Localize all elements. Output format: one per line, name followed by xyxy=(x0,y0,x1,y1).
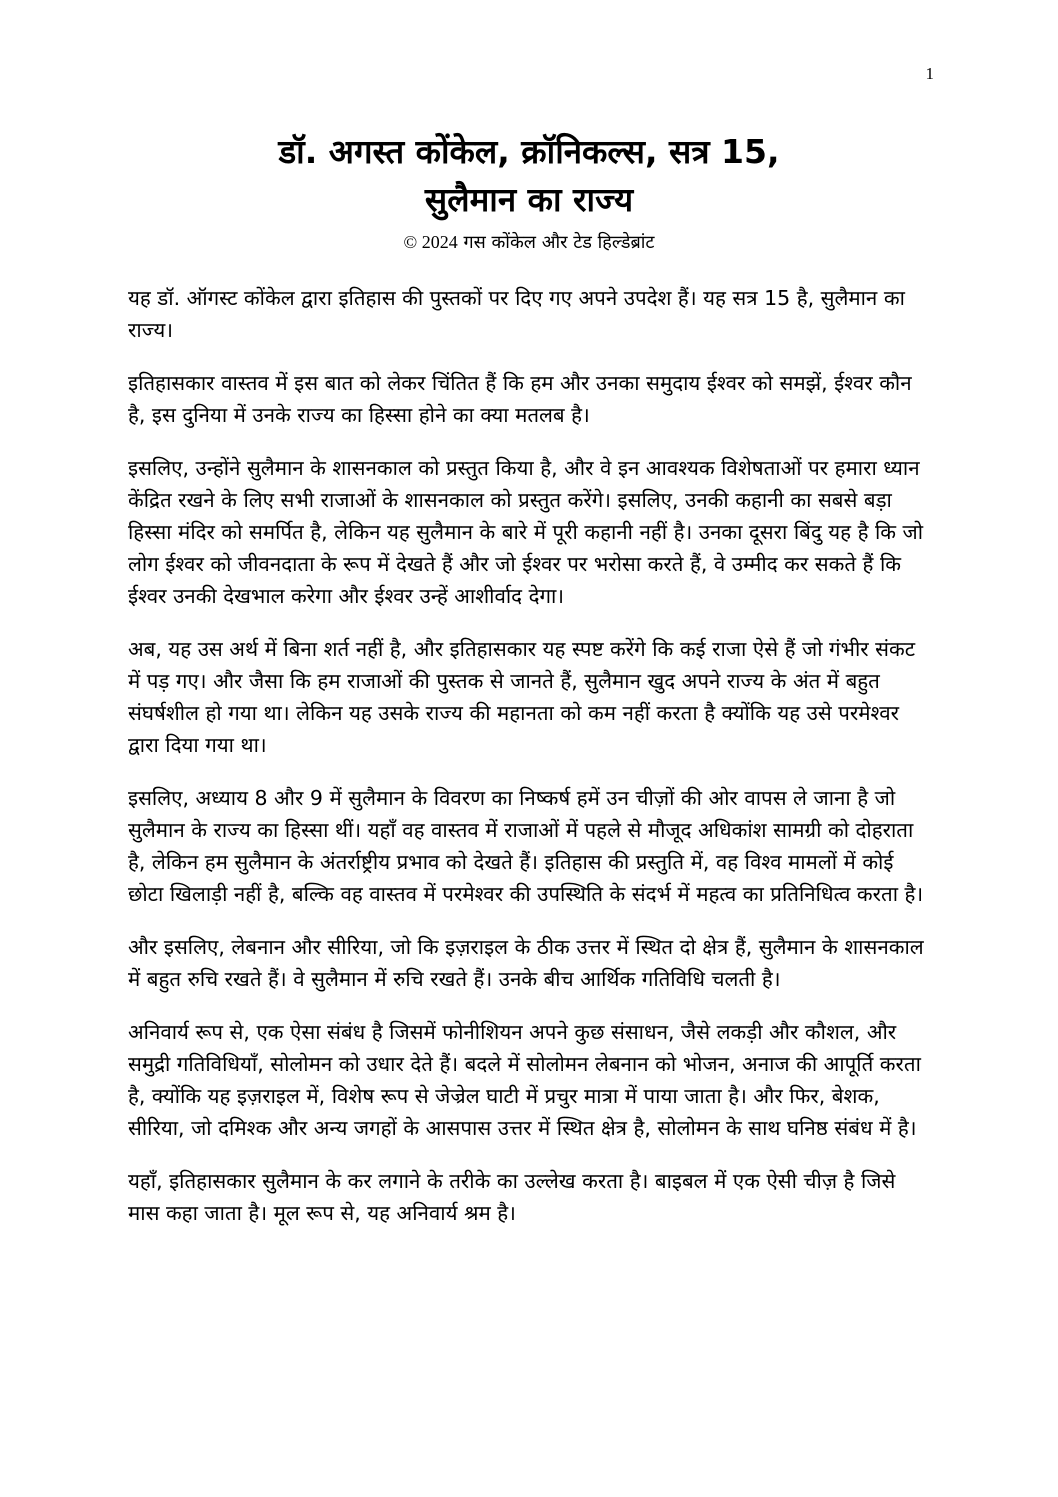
document-body xyxy=(128,282,928,1250)
paragraph: अनिवार्य रूप से, एक ऐसा संबंध है जिसमें फोनीशियन अपने कुछ संसाधन, जैसे लकड़ी और कौशल, और समुद्री गतिविधियाँ, सोलोमन को उधार देते हैं। बदले में सोलोमन लेबनान को भोजन, अनाज की आपूर्ति करता है, क्योंकि यह इज़राइल में, विशेष रूप से जेज्रेल घाटी में प्रचुर मात्रा में पाया जाता है। और फिर, बेशक, सीरिया, जो दमिश्क और अन्य जगहों के आसपास उत्तर में स्थित क्षेत्र है, सोलोमन के साथ घनिष्ठ संबंध में है। xyxy=(128,1020,921,1140)
paragraph: अब, यह उस अर्थ में बिना शर्त नहीं है, और इतिहासकार यह स्पष्ट करेंगे कि कई राजा ऐसे हैं जो गंभीर संकट में पड़ गए। और जैसा कि हम राजाओं की पुस्तक से जानते हैं, सुलैमान खुद अपने राज्य के अंत में बहुत संघर्षशील हो गया था। लेकिन यह उसके राज्य की महानता को कम नहीं करता है क्योंकि यह उसे परमेश्वर द्वारा दिया गया था। xyxy=(128,637,916,757)
title-line-1: डॉ. अगस्त कोंकेल, क्रॉनिकल्स, सत्र 15, xyxy=(278,132,780,171)
document-header xyxy=(0,128,1058,257)
paragraph: इसलिए, उन्होंने सुलैमान के शासनकाल को प्रस्तुत किया है, और वे इन आवश्यक विशेषताओं पर हमारा ध्यान केंद्रित रखने के लिए सभी राजाओं के शासनकाल को प्रस्तुत करेंगे। इसलिए, उनकी कहानी का सबसे बड़ा हिस्सा मंदिर को समर्पित है, लेकिन यह सुलैमान के बारे में पूरी कहानी नहीं है। उनका दूसरा बिंदु यह है कि जो लोग ईश्वर को जीवनदाता के रूप में देखते हैं और जो ईश्वर पर भरोसा करते हैं, वे उम्मीद कर सकते हैं कि ईश्वर उनकी देखभाल करेगा और ईश्वर उन्हें आशीर्वाद देगा। xyxy=(128,456,924,608)
paragraph: इसलिए, अध्याय 8 और 9 में सुलैमान के विवरण का निष्कर्ष हमें उन चीज़ों की ओर वापस ले जाना है जो सुलैमान के राज्य का हिस्सा थीं। यहाँ वह वास्तव में राजाओं में पहले से मौजूद अधिकांश सामग्री को दोहराता है, लेकिन हम सुलैमान के अंतर्राष्ट्रीय प्रभाव को देखते हैं। इतिहास की प्रस्तुति में, वह विश्व मामलों में कोई छोटा खिलाड़ी नहीं है, बल्कि वह वास्तव में परमेश्वर की उपस्थिति के संदर्भ में महत्व का प्रतिनिधित्व करता है। xyxy=(128,786,924,906)
paragraph: यहाँ, इतिहासकार सुलैमान के कर लगाने के तरीके का उल्लेख करता है। बाइबल में एक ऐसी चीज़ है जिसे मास कहा जाता है। मूल रूप से, यह अनिवार्य श्रम है। xyxy=(128,1169,896,1225)
paragraph: और इसलिए, लेबनान और सीरिया, जो कि इज़राइल के ठीक उत्तर में स्थित दो क्षेत्र हैं, सुलैमान के शासनकाल में बहुत रुचि रखते हैं। वे सुलैमान में रुचि रखते हैं। उनके बीच आर्थिक गतिविधि चलती है। xyxy=(128,935,924,991)
copyright-authors: गस कोंकेल और टेड हिल्डेब्रांट xyxy=(463,232,655,253)
copyright-line xyxy=(0,228,1058,257)
copyright-year: © 2024 xyxy=(403,232,458,252)
paragraph: यह डॉ. ऑगस्ट कोंकेल द्वारा इतिहास की पुस्तकों पर दिए गए अपने उपदेश हैं। यह सत्र 15 है, सुलैमान का राज्य। xyxy=(128,286,905,342)
paragraph: इतिहासकार वास्तव में इस बात को लेकर चिंतित हैं कि हम और उनका समुदाय ईश्वर को समझें, ईश्वर कौन है, इस दुनिया में उनके राज्य का हिस्सा होने का क्या मतलब है। xyxy=(128,371,912,427)
title-line-2: सुलैमान का राज्य xyxy=(424,180,634,219)
page-number: 1 xyxy=(925,64,934,83)
